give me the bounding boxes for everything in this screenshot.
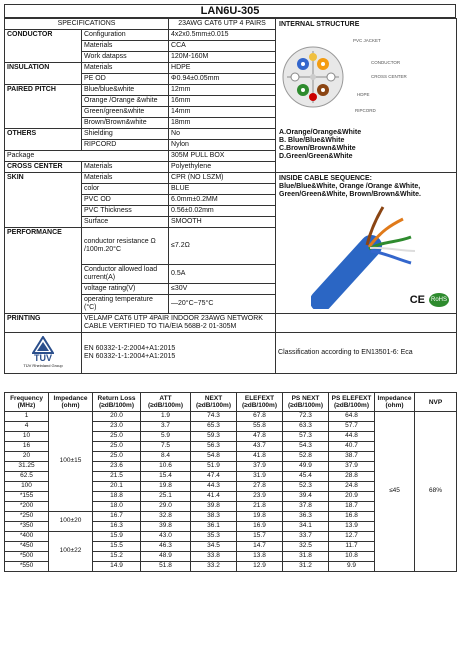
impedance-right-cell: ≤45 — [375, 412, 415, 572]
spec-value: 18mm — [169, 118, 276, 129]
frequency-cell: *450 — [5, 542, 49, 552]
pair-c: C.Brown/Brown&White — [279, 145, 356, 152]
spec-value: 4x2x0.5mm±0.015 — [169, 30, 276, 41]
tuv-sub: TÜV Rheinland Group — [23, 363, 63, 368]
frequency-cell: 62.5 — [5, 472, 49, 482]
value-cell: 25.0 — [93, 442, 141, 452]
spec-key: Orange /Orange &white — [82, 96, 169, 107]
en-standard-2: EN 60332-1-1:2004+A1:2015 — [84, 353, 176, 360]
internal-structure-cell — [276, 19, 457, 173]
frequency-cell: *550 — [5, 562, 49, 572]
spec-value: 0.5A — [169, 265, 276, 284]
spec-key: Shielding — [82, 129, 169, 140]
value-cell: 21.8 — [237, 502, 283, 512]
perf-header: ELEFEXT (≥dB/100m) — [237, 393, 283, 412]
label-pvc-jacket: PVC JACKET — [353, 38, 381, 43]
spec-value: SMOOTH — [169, 217, 276, 228]
spec-key: Configuration — [82, 30, 169, 41]
spec-key: Brown/Brown&white — [82, 118, 169, 129]
value-cell: 23.6 — [93, 462, 141, 472]
value-cell: 49.9 — [283, 462, 329, 472]
value-cell: 47.8 — [237, 432, 283, 442]
value-cell: 33.7 — [283, 532, 329, 542]
performance-table — [4, 392, 457, 572]
spec-value: —20°C~75°C — [169, 295, 276, 314]
value-cell: 74.3 — [191, 412, 237, 422]
value-cell: 28.8 — [329, 472, 375, 482]
spec-value: ≤7.2Ω — [169, 228, 276, 265]
spec-value: Nylon — [169, 140, 276, 151]
impedance-cell: 100±22 — [49, 532, 93, 572]
value-cell: 52.8 — [283, 452, 329, 462]
frequency-cell: 20 — [5, 452, 49, 462]
group-performance: PERFORMANCE — [5, 228, 82, 314]
value-cell: 67.8 — [237, 412, 283, 422]
value-cell: 8.4 — [141, 452, 191, 462]
value-cell: 10.6 — [141, 462, 191, 472]
spec-value: BLUE — [169, 184, 276, 195]
perf-header: ATT (≥dB/100m) — [141, 393, 191, 412]
label-conductor: CONDUCTOR — [371, 60, 401, 65]
value-cell: 10.8 — [329, 552, 375, 562]
sequence-title: INSIDE CABLE SEQUENCE: — [279, 175, 372, 182]
value-cell: 31.9 — [237, 472, 283, 482]
spec-key: Materials — [82, 41, 169, 52]
value-cell: 12.7 — [329, 532, 375, 542]
value-cell: 24.8 — [329, 482, 375, 492]
spec-value: Φ0.94±0.05mm — [169, 74, 276, 85]
spec-key: Materials — [82, 173, 169, 184]
package-value: 305M PULL BOX — [169, 151, 276, 162]
spec-header: SPECIFICATIONS — [5, 19, 169, 30]
value-cell: 46.3 — [141, 542, 191, 552]
impedance-cell: 100±15 — [49, 412, 93, 512]
en-standard-1: EN 60332-1-2:2004+A1:2015 — [84, 345, 176, 352]
frequency-cell: 1 — [5, 412, 49, 422]
frequency-cell: *155 — [5, 492, 49, 502]
value-cell: 39.8 — [191, 502, 237, 512]
perf-header: Impedance (ohm) — [49, 393, 93, 412]
value-cell: 37.8 — [283, 502, 329, 512]
value-cell: 31.2 — [283, 562, 329, 572]
value-cell: 57.7 — [329, 422, 375, 432]
spec-key: Materials — [82, 162, 169, 173]
spec-value: 14mm — [169, 107, 276, 118]
pair-a: A.Orange/Orange&White — [279, 129, 362, 136]
value-cell: 51.9 — [191, 462, 237, 472]
group-conductor: CONDUCTOR — [5, 30, 82, 63]
value-cell: 9.9 — [329, 562, 375, 572]
value-cell: 48.9 — [141, 552, 191, 562]
spec-value: 120M-160M — [169, 52, 276, 63]
value-cell: 27.8 — [237, 482, 283, 492]
internal-structure-title: INTERNAL STRUCTURE — [279, 21, 360, 28]
label-hdpe: HDPE — [357, 92, 370, 97]
spec-key: Conductor allowed load current(A) — [82, 265, 169, 284]
value-cell: 3.7 — [141, 422, 191, 432]
spec-key: RIPCORD — [82, 140, 169, 151]
perf-header: PS NEXT (≥dB/100m) — [283, 393, 329, 412]
frequency-cell: 100 — [5, 482, 49, 492]
value-cell: 21.5 — [93, 472, 141, 482]
value-cell: 65.3 — [191, 422, 237, 432]
value-cell: 34.5 — [191, 542, 237, 552]
spec-value: CPR (NO LSZM) — [169, 173, 276, 184]
spec-value: 12mm — [169, 85, 276, 96]
spec-key: conductor resistance Ω /100m.20°C — [82, 228, 169, 265]
value-cell: 16.9 — [237, 522, 283, 532]
value-cell: 13.9 — [329, 522, 375, 532]
sequence-cell — [276, 173, 457, 314]
group-cross-center: CROSS CENTER — [5, 162, 82, 173]
value-cell: 40.7 — [329, 442, 375, 452]
value-cell: 7.5 — [141, 442, 191, 452]
sequence-text: Blue/Blue&White, Orange /Orange &White, Green/Green&White, Brown/Brown&White. — [279, 183, 421, 198]
value-cell: 18.7 — [329, 502, 375, 512]
pair-d: D.Green/Green&White — [279, 153, 353, 160]
value-cell: 44.3 — [191, 482, 237, 492]
perf-row — [5, 412, 457, 422]
perf-header: NEXT (≥dB/100m) — [191, 393, 237, 412]
frequency-cell: *250 — [5, 512, 49, 522]
frequency-cell: 4 — [5, 422, 49, 432]
value-cell: 43.0 — [141, 532, 191, 542]
value-cell: 16.8 — [329, 512, 375, 522]
value-cell: 23.9 — [237, 492, 283, 502]
spec-value: CCA — [169, 41, 276, 52]
spec-key: Materials — [82, 63, 169, 74]
perf-header: NVP — [415, 393, 457, 412]
printing-text: VELAMP CAT6 UTP 4PAIR INDOOR 23AWG NETWORK CABLE VERTIFIED TO TIA/EIA 568B-2 01-305M — [82, 314, 276, 333]
en-standards — [82, 333, 276, 374]
tuv-logo-icon — [32, 336, 54, 354]
value-cell: 56.3 — [191, 442, 237, 452]
value-cell: 12.9 — [237, 562, 283, 572]
value-cell: 72.3 — [283, 412, 329, 422]
value-cell: 31.8 — [283, 552, 329, 562]
frequency-cell: *350 — [5, 522, 49, 532]
value-cell: 55.8 — [237, 422, 283, 432]
value-cell: 36.1 — [191, 522, 237, 532]
value-cell: 39.4 — [283, 492, 329, 502]
group-printing: PRINTING — [5, 314, 82, 333]
value-cell: 64.8 — [329, 412, 375, 422]
group-skin: SKIN — [5, 173, 82, 228]
frequency-cell: 10 — [5, 432, 49, 442]
value-cell: 20.0 — [93, 412, 141, 422]
value-cell: 15.5 — [93, 542, 141, 552]
perf-header-row — [5, 393, 457, 412]
value-cell: 18.0 — [93, 502, 141, 512]
perf-header: Impedance (ohm) — [375, 393, 415, 412]
value-cell: 19.8 — [141, 482, 191, 492]
spec-key: Green/green&white — [82, 107, 169, 118]
perf-header: PS ELEFEXT (≥dB/100m) — [329, 393, 375, 412]
spec-key: PE OD — [82, 74, 169, 85]
frequency-cell: *200 — [5, 502, 49, 512]
package-key: Package — [5, 151, 169, 162]
value-cell: 39.8 — [141, 522, 191, 532]
impedance-cell: 100±20 — [49, 512, 93, 532]
value-cell: 35.3 — [191, 532, 237, 542]
perf-body — [5, 412, 457, 572]
value-cell: 16.7 — [93, 512, 141, 522]
value-cell: 63.3 — [283, 422, 329, 432]
value-cell: 34.1 — [283, 522, 329, 532]
cable-image — [311, 201, 421, 309]
spec-value: 6.0mm±0.2MM — [169, 195, 276, 206]
value-cell: 14.7 — [237, 542, 283, 552]
frequency-cell: 16 — [5, 442, 49, 452]
value-cell: 11.7 — [329, 542, 375, 552]
spec-sheet — [4, 4, 456, 572]
value-cell: 54.3 — [283, 442, 329, 452]
cross-section-image — [279, 31, 351, 127]
group-paired-pitch: PAIRED PITCH — [5, 85, 82, 129]
value-cell: 1.9 — [141, 412, 191, 422]
value-cell: 41.8 — [237, 452, 283, 462]
value-cell: 43.7 — [237, 442, 283, 452]
value-cell: 15.9 — [93, 532, 141, 542]
spec-key: color — [82, 184, 169, 195]
perf-header: Frequency (MHz) — [5, 393, 49, 412]
product-title: LAN6U-305 — [5, 5, 456, 18]
spec-value: 16mm — [169, 96, 276, 107]
value-cell: 20.9 — [329, 492, 375, 502]
perf-header: Return Loss (≥dB/100m) — [93, 393, 141, 412]
value-cell: 52.3 — [283, 482, 329, 492]
value-cell: 38.7 — [329, 452, 375, 462]
spec-key: voltage rating(V) — [82, 284, 169, 295]
value-cell: 47.4 — [191, 472, 237, 482]
value-cell: 51.8 — [141, 562, 191, 572]
value-cell: 37.9 — [329, 462, 375, 472]
value-cell: 23.0 — [93, 422, 141, 432]
label-cross-center: CROSS CENTER — [371, 74, 407, 79]
ce-mark: CE — [409, 294, 425, 306]
spec-key: Surface — [82, 217, 169, 228]
nvp-cell: 68% — [415, 412, 457, 572]
frequency-cell: *500 — [5, 552, 49, 562]
group-others: OTHERS — [5, 129, 82, 151]
frequency-cell: 31.25 — [5, 462, 49, 472]
value-cell: 15.2 — [93, 552, 141, 562]
value-cell: 15.7 — [237, 532, 283, 542]
empty-cell — [276, 314, 457, 333]
value-cell: 25.0 — [93, 452, 141, 462]
value-cell: 20.1 — [93, 482, 141, 492]
value-cell: 16.3 — [93, 522, 141, 532]
value-cell: 15.4 — [141, 472, 191, 482]
spec-key: operating temperature (°C) — [82, 295, 169, 314]
value-cell: 25.1 — [141, 492, 191, 502]
value-cell: 41.4 — [191, 492, 237, 502]
tuv-label: TÜV — [34, 353, 52, 363]
group-insulation: INSULATION — [5, 63, 82, 85]
spec-value: No — [169, 129, 276, 140]
spec-key: PVC OD — [82, 195, 169, 206]
spec-value: HDPE — [169, 63, 276, 74]
frequency-cell: *400 — [5, 532, 49, 542]
pair-list — [279, 129, 453, 161]
value-cell: 38.3 — [191, 512, 237, 522]
value-cell: 54.8 — [191, 452, 237, 462]
spec-value: Polyethylene — [169, 162, 276, 173]
value-cell: 59.3 — [191, 432, 237, 442]
value-cell: 45.4 — [283, 472, 329, 482]
value-cell: 32.5 — [283, 542, 329, 552]
spec-value: ≤30V — [169, 284, 276, 295]
value-cell: 25.0 — [93, 432, 141, 442]
rohs-mark: RoHS — [429, 293, 449, 307]
spec-table — [4, 18, 457, 374]
value-cell: 13.8 — [237, 552, 283, 562]
value-cell: 44.8 — [329, 432, 375, 442]
classification: Classification according to EN13501-6: Eca — [276, 333, 457, 374]
pair-b: B. Blue/Blue&White — [279, 137, 345, 144]
value-cell: 14.9 — [93, 562, 141, 572]
spec-header-value: 23AWG CAT6 UTP 4 PAIRS — [169, 19, 276, 30]
tuv-cell — [5, 333, 82, 374]
value-cell: 32.8 — [141, 512, 191, 522]
spec-key: PVC Thickness — [82, 206, 169, 217]
value-cell: 57.3 — [283, 432, 329, 442]
value-cell: 33.8 — [191, 552, 237, 562]
spec-key: Blue/blue&white — [82, 85, 169, 96]
spec-value: 0.56±0.02mm — [169, 206, 276, 217]
spec-key: Work datapss — [82, 52, 169, 63]
value-cell: 29.0 — [141, 502, 191, 512]
title-table — [4, 4, 456, 18]
value-cell: 18.8 — [93, 492, 141, 502]
value-cell: 5.9 — [141, 432, 191, 442]
value-cell: 36.3 — [283, 512, 329, 522]
value-cell: 37.9 — [237, 462, 283, 472]
value-cell: 33.2 — [191, 562, 237, 572]
label-ripcord: RIPCORD — [355, 108, 376, 113]
value-cell: 19.8 — [237, 512, 283, 522]
